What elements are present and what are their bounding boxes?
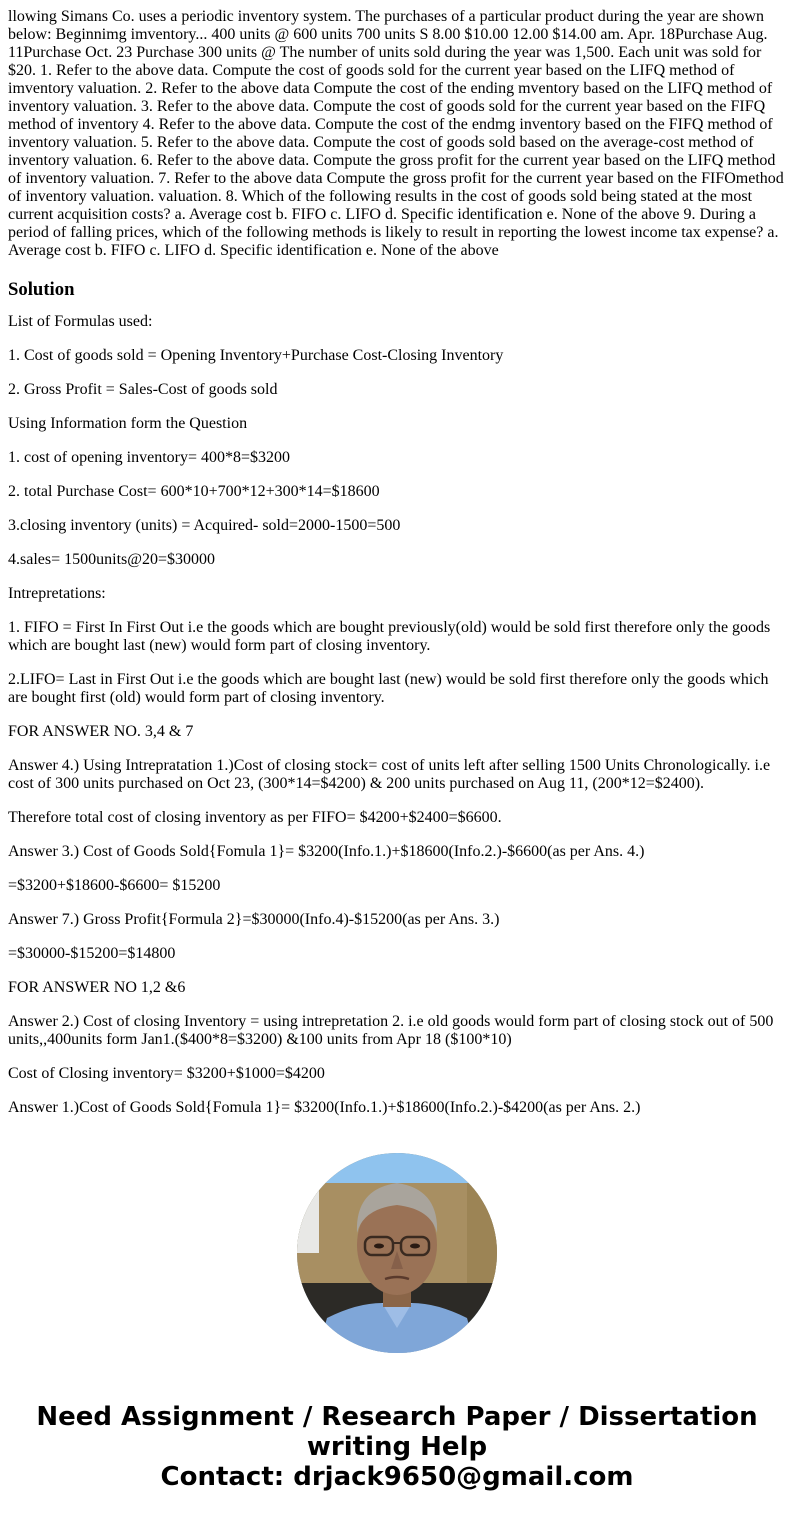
info-3: 3.closing inventory (units) = Acquired- sold=2000-1500=500 bbox=[8, 517, 401, 534]
section-answers-1-2-6: FOR ANSWER NO 1,2 &6 bbox=[8, 979, 186, 996]
info-4: 4.sales= 1500units@20=$30000 bbox=[8, 551, 215, 568]
section-answers-3-4-7: FOR ANSWER NO. 3,4 & 7 bbox=[8, 723, 194, 740]
answer-3-result: =$3200+$18600-$6600= $15200 bbox=[8, 877, 221, 894]
answer-7: Answer 7.) Gross Profit{Formula 2}=$30000(Info.4)-$15200(as per Ans. 3.) bbox=[8, 911, 500, 928]
info-intro: Using Information form the Question bbox=[8, 415, 248, 432]
author-photo-icon bbox=[297, 1153, 497, 1353]
promo-contact: Contact: drjack9650@gmail.com bbox=[160, 1462, 634, 1492]
promo-banner bbox=[0, 1402, 794, 1492]
info-2: 2. total Purchase Cost= 600*10+700*12+300*14=$18600 bbox=[8, 483, 380, 500]
formula-1: 1. Cost of goods sold = Opening Inventory+Purchase Cost-Closing Inventory bbox=[8, 347, 504, 364]
answer-2: Answer 2.) Cost of closing Inventory = using intrepretation 2. i.e old goods would form part of closing stock out of 500 units,,400units form Jan1.($400*8=$3200) &100 units from Apr 18 ($100*10) bbox=[8, 1013, 774, 1048]
question-text: llowing Simans Co. uses a periodic inventory system. The purchases of a particular product during the year are shown below: Beginnimg imventory... 400 units @ 600 units 700 units S 8.00 $10.00 12.00 $14.00 am. Apr. 18Purchase Aug. 11Purchase Oct. 23 Purchase 300 units @ The number of units sold during the year was 1,500. Each unit was sold for $20. 1. Refer to the above data. Compute the cost of goods sold for the current year based on the LIFQ method of imventory valuation. 2. Refer to the above data Compute the cost of the ending mventory based on the LIFQ method of inventory valuation. 3. Refer to the above data. Compute the cost of goods sold for the current year based on the FIFQ method of inventory 4. Refer to the above data. Compute the cost of the endmg inventory based on the FIFQ method of inventory valuation. 5. Refer to the above data. Compute the cost of goods sold based on the average-cost method of inventory valuation. 6. Refer to the above data. Compute the gross profit for the current year based on the LIFQ method of inventory valuation. 7. Refer to the above data Compute the gross profit for the current year based on the FIFOmethod of inventory valuation. valuation. 8. Which of the following results in the cost of goods sold being stated at the most current acquisition costs? a. Average cost b. FIFO c. LIFO d. Specific identification e. None of the above 9. During a period of falling prices, which of the following methods is likely to result in reporting the lowest income tax expense? a. Average cost b. FIFO c. LIFO d. Specific identification e. None of the above bbox=[8, 8, 784, 259]
answer-3: Answer 3.) Cost of Goods Sold{Fomula 1}= $3200(Info.1.)+$18600(Info.2.)-$6600(as per Ans. 4.) bbox=[8, 843, 645, 860]
answer-4-total: Therefore total cost of closing inventory as per FIFO= $4200+$2400=$6600. bbox=[8, 809, 502, 826]
answer-4: Answer 4.) Using Intrepratation 1.)Cost of closing stock= cost of units left after selling 1500 Units Chronologically. i.e cost of 300 units purchased on Oct 23, (300*14=$4200) & 200 units purchased on Aug 11, (200*12=$2400). bbox=[8, 757, 771, 792]
interpretation-fifo: 1. FIFO = First In First Out i.e the goods which are bought previously(old) would be sold first therefore only the goods which are bought last (new) would form part of closing inventory. bbox=[8, 619, 771, 654]
answer-7-result: =$30000-$15200=$14800 bbox=[8, 945, 176, 962]
interpretations-intro: Intrepretations: bbox=[8, 585, 106, 602]
formulas-intro: List of Formulas used: bbox=[8, 313, 153, 330]
formula-2: 2. Gross Profit = Sales-Cost of goods sold bbox=[8, 381, 278, 398]
solution-heading: Solution bbox=[8, 279, 75, 300]
answer-1: Answer 1.)Cost of Goods Sold{Fomula 1}= $3200(Info.1.)+$18600(Info.2.)-$4200(as per Ans. 2.) bbox=[8, 1099, 641, 1116]
promo-line-1: Need Assignment / Research Paper / Dissertation bbox=[36, 1402, 758, 1432]
answer-2-total: Cost of Closing inventory= $3200+$1000=$4200 bbox=[8, 1065, 325, 1082]
promo-line-2: writing Help bbox=[306, 1432, 488, 1462]
interpretation-lifo: 2.LIFO= Last in First Out i.e the goods which are bought last (new) would be sold first therefore only the goods which are bought first (old) would form part of closing inventory. bbox=[8, 671, 769, 706]
solution-body bbox=[8, 313, 786, 1117]
avatar-container bbox=[8, 1153, 786, 1353]
avatar bbox=[297, 1153, 497, 1353]
info-1: 1. cost of opening inventory= 400*8=$3200 bbox=[8, 449, 291, 466]
